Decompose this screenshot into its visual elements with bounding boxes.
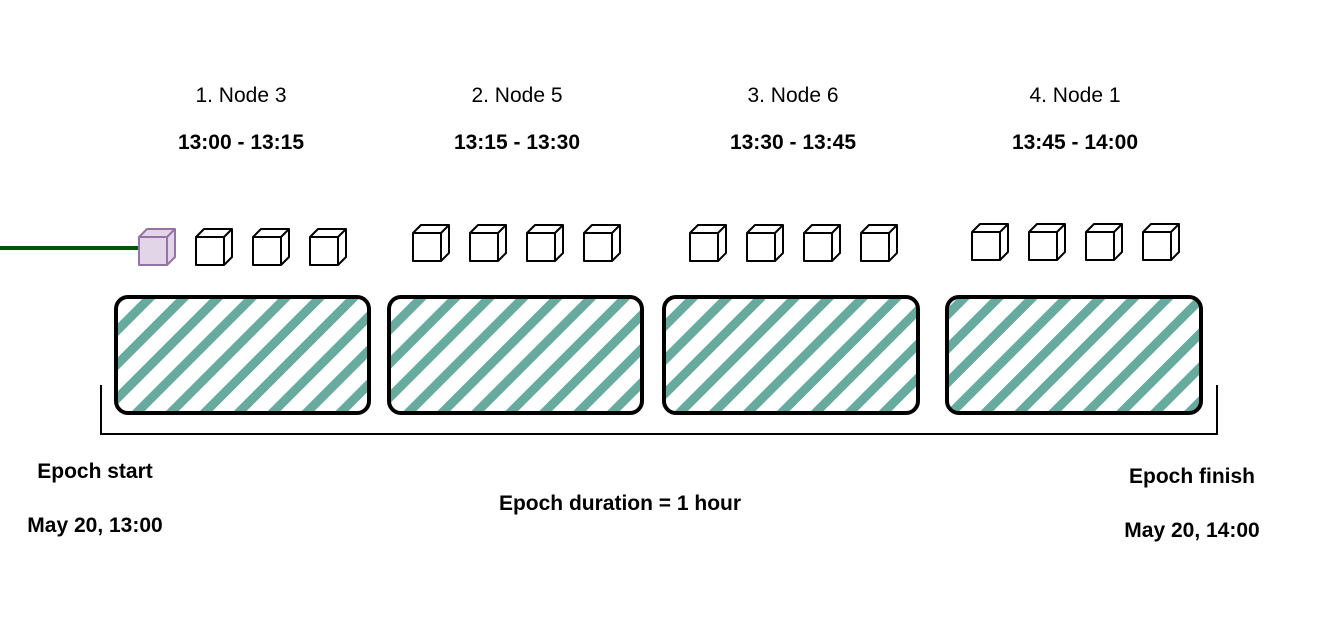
slot-box-1 — [116, 297, 369, 413]
block-icon — [972, 224, 1008, 260]
slot-4-time-range: 13:45 - 14:00 — [1011, 131, 1139, 154]
block-icon — [253, 229, 289, 265]
block-icon — [196, 229, 232, 265]
epoch-finish-label: Epoch finish — [1129, 465, 1255, 488]
epoch-finish-time: May 20, 14:00 — [1124, 519, 1260, 542]
block-icon — [527, 225, 563, 261]
block-icon — [470, 225, 506, 261]
current-block-icon — [139, 229, 175, 265]
slot-box-4 — [947, 297, 1201, 413]
block-icon — [861, 225, 897, 261]
epoch-start-label: Epoch start — [37, 460, 153, 483]
epoch-duration: Epoch duration = 1 hour — [498, 492, 742, 515]
block-icon — [413, 225, 449, 261]
block-icon — [690, 225, 726, 261]
block-icon — [1143, 224, 1179, 260]
slot-box-2 — [389, 297, 642, 413]
slot-4-node-label: 4. Node 1 — [1029, 84, 1121, 107]
block-icon — [1029, 224, 1065, 260]
block-icon — [747, 225, 783, 261]
block-icon — [1086, 224, 1122, 260]
epoch-start-time: May 20, 13:00 — [27, 514, 163, 537]
slot-2-node-label: 2. Node 5 — [471, 84, 563, 107]
slot-2-time-range: 13:15 - 13:30 — [453, 131, 581, 154]
block-icon — [584, 225, 620, 261]
slot-3-time-range: 13:30 - 13:45 — [729, 131, 857, 154]
slot-1-node-label: 1. Node 3 — [195, 84, 287, 107]
slot-1-time-range: 13:00 - 13:15 — [177, 131, 305, 154]
slot-box-3 — [664, 297, 918, 413]
slot-3-node-label: 3. Node 6 — [747, 84, 839, 107]
block-icon — [310, 229, 346, 265]
block-icon — [804, 225, 840, 261]
